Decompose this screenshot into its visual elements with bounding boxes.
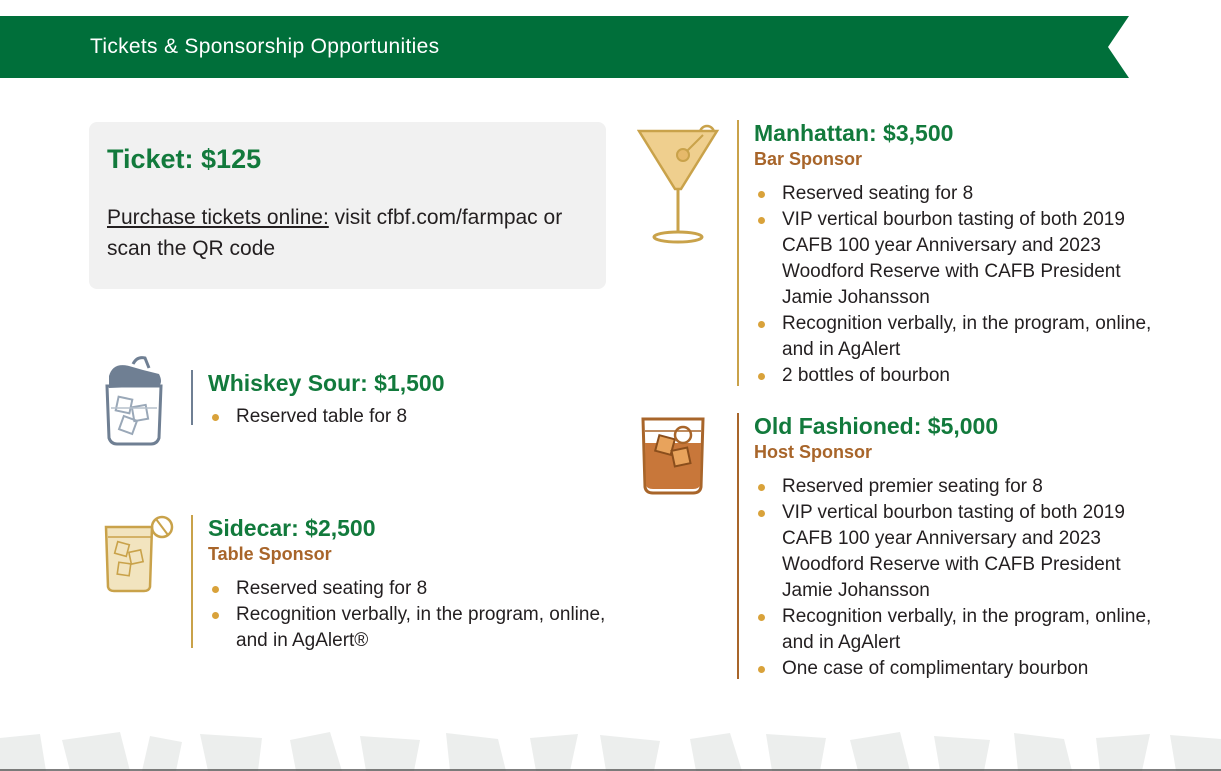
ticket-price: Ticket: $125 bbox=[107, 144, 262, 174]
ticket-purchase-text bbox=[107, 202, 597, 264]
tier-whiskey-sour bbox=[191, 370, 611, 425]
benefit-item: VIP vertical bourbon tasting of both 2019 CAFB 100 year Anniversary and 2023 Woodford Reserve with CAFB President Jamie Johansson bbox=[754, 500, 1129, 604]
tier-benefits bbox=[754, 181, 1169, 389]
whiskey-sour-glass-icon bbox=[103, 352, 165, 453]
page-title: Tickets & Sponsorship Opportunities bbox=[90, 35, 440, 58]
benefit-item: One case of complimentary bourbon bbox=[754, 656, 1169, 682]
benefit-item: Reserved premier seating for 8 bbox=[754, 474, 1169, 500]
tier-benefits bbox=[754, 474, 1169, 682]
tier-sidecar bbox=[191, 515, 631, 651]
martini-glass-icon bbox=[637, 123, 721, 252]
tier-subtitle: Table Sponsor bbox=[208, 544, 332, 564]
tier-title: Whiskey Sour: $1,500 bbox=[208, 370, 445, 396]
tier-benefits bbox=[208, 404, 407, 430]
tier-benefits bbox=[208, 576, 628, 654]
tier-title: Sidecar: $2,500 bbox=[208, 515, 376, 541]
tier-divider bbox=[737, 120, 739, 386]
tier-divider bbox=[191, 515, 193, 648]
ticket-card bbox=[89, 122, 606, 289]
sidecar-glass-icon bbox=[102, 513, 178, 598]
tier-divider bbox=[191, 370, 193, 425]
benefit-item: Recognition verbally, in the program, online, and in AgAlert bbox=[754, 311, 1169, 363]
benefit-item: Recognition verbally, in the program, online, and in AgAlert® bbox=[208, 602, 628, 654]
old-fashioned-glass-icon bbox=[639, 413, 707, 502]
benefit-item: Reserved seating for 8 bbox=[754, 181, 1169, 207]
purchase-instructions: visit cfbf.com/farmpac or scan the QR code bbox=[107, 206, 563, 260]
header-banner bbox=[0, 16, 1129, 78]
benefit-item: Reserved table for 8 bbox=[208, 404, 407, 430]
tier-title: Manhattan: $3,500 bbox=[754, 120, 954, 146]
tier-subtitle: Host Sponsor bbox=[754, 442, 873, 462]
tier-subtitle: Bar Sponsor bbox=[754, 149, 863, 169]
tier-old-fashioned bbox=[737, 413, 1177, 679]
footer-texture bbox=[0, 730, 1221, 771]
benefit-item: 2 bottles of bourbon bbox=[754, 363, 1169, 389]
benefit-item: VIP vertical bourbon tasting of both 2019 CAFB 100 year Anniversary and 2023 Woodford Reserve with CAFB President Jamie Johansson bbox=[754, 207, 1129, 311]
purchase-tickets-link[interactable]: Purchase tickets online: bbox=[107, 206, 329, 229]
tier-title: Old Fashioned: $5,000 bbox=[754, 413, 999, 439]
tier-manhattan bbox=[737, 120, 1177, 386]
benefit-item: Recognition verbally, in the program, online, and in AgAlert bbox=[754, 604, 1169, 656]
tier-divider bbox=[737, 413, 739, 679]
benefit-item: Reserved seating for 8 bbox=[208, 576, 628, 602]
